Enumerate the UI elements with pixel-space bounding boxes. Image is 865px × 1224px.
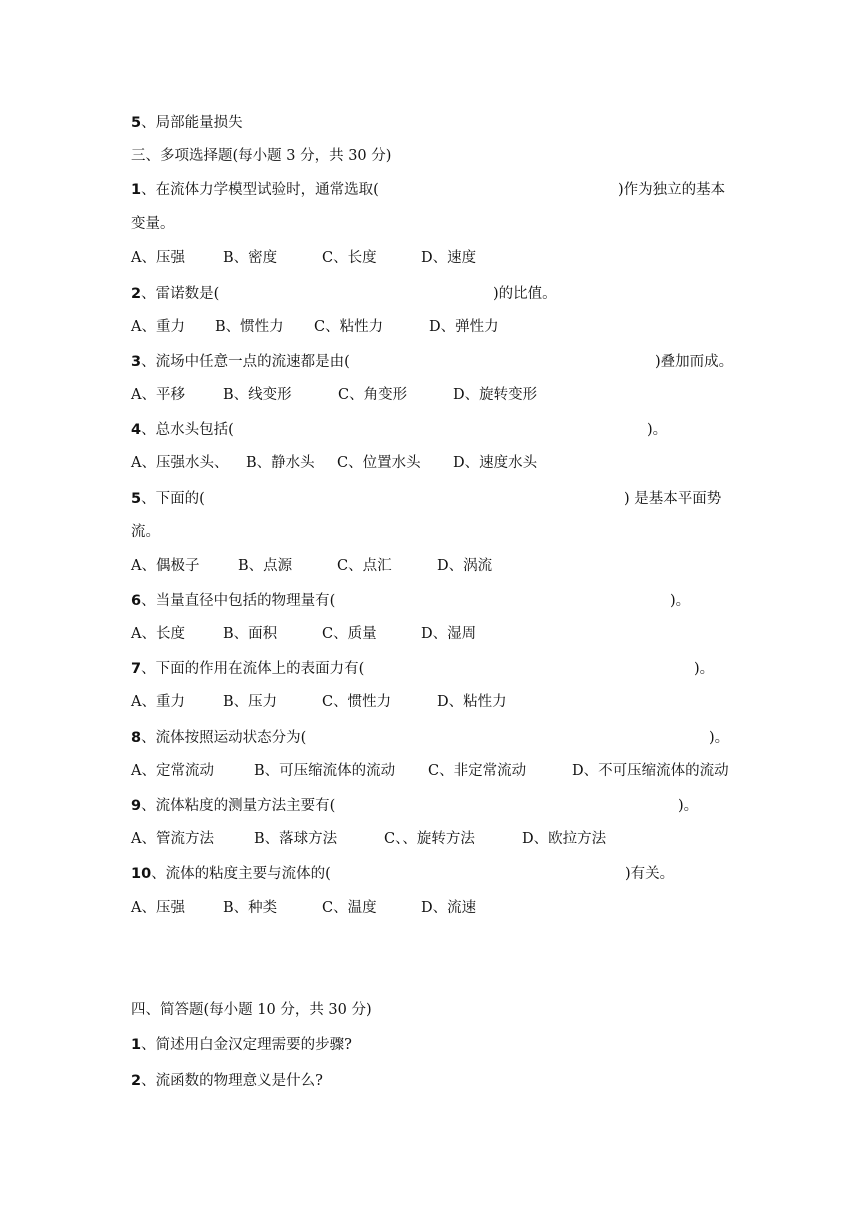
question-text: 、简述用白金汉定理需要的步骤? bbox=[141, 1037, 352, 1053]
section-3-heading: 三、多项选择题(每小题 3 分，共 30 分) bbox=[131, 148, 392, 164]
question-10-option-c: C、温度 bbox=[322, 900, 377, 916]
question-9-option-c: C、、旋转方法 bbox=[384, 831, 475, 847]
question-7-stem bbox=[131, 659, 364, 679]
question-8-blank-close: )。 bbox=[709, 730, 730, 746]
question-1-blank-close: )作为独立的基本 bbox=[618, 182, 726, 198]
question-7-option-a: A、重力 bbox=[131, 694, 185, 710]
question-number: 1 bbox=[131, 182, 142, 198]
question-number: 9 bbox=[131, 798, 142, 814]
question-text: 、雷诺数是( bbox=[141, 286, 220, 302]
question-text: 、流体的粘度主要与流体的( bbox=[151, 866, 331, 882]
item-number: 5 bbox=[131, 115, 142, 131]
question-number: 6 bbox=[131, 593, 142, 609]
question-4-stem bbox=[131, 420, 234, 440]
question-7-option-c: C、惯性力 bbox=[322, 694, 392, 710]
question-2-option-b: B、惯性力 bbox=[215, 319, 284, 335]
question-9-option-b: B、落球方法 bbox=[254, 831, 338, 847]
question-number: 5 bbox=[131, 491, 142, 507]
question-5-option-c: C、点汇 bbox=[337, 558, 392, 574]
question-5-option-a: A、偶极子 bbox=[131, 558, 200, 574]
question-text: 、在流体力学模型试验时，通常选取( bbox=[141, 182, 379, 198]
question-number: 8 bbox=[131, 730, 142, 746]
question-9-blank-close: )。 bbox=[678, 798, 699, 814]
question-9-option-a: A、管流方法 bbox=[131, 831, 214, 847]
question-number: 7 bbox=[131, 661, 142, 677]
question-9-option-d: D、欧拉方法 bbox=[522, 831, 607, 847]
short-answer-2 bbox=[131, 1071, 323, 1091]
question-3-option-a: A、平移 bbox=[131, 387, 185, 403]
question-1-option-a: A、压强 bbox=[131, 250, 185, 266]
question-number: 4 bbox=[131, 422, 142, 438]
question-1-option-d: D、速度 bbox=[421, 250, 477, 266]
question-6-blank-close: )。 bbox=[670, 593, 691, 609]
question-8-option-b: B、可压缩流体的流动 bbox=[254, 763, 396, 779]
question-10-blank-close: )有关。 bbox=[625, 866, 675, 882]
question-5-option-d: D、涡流 bbox=[437, 558, 493, 574]
question-5-stem bbox=[131, 489, 205, 509]
question-4-option-b: B、静水头 bbox=[246, 455, 315, 471]
question-3-stem bbox=[131, 352, 350, 372]
question-3-option-d: D、旋转变形 bbox=[453, 387, 538, 403]
question-text: 、流场中任意一点的流速都是由( bbox=[141, 354, 350, 370]
question-text: 、总水头包括( bbox=[141, 422, 234, 438]
prev-item-line bbox=[131, 113, 243, 133]
question-2-stem bbox=[131, 284, 219, 304]
question-number: 10 bbox=[131, 866, 152, 882]
question-6-stem bbox=[131, 591, 335, 611]
question-8-stem bbox=[131, 728, 306, 748]
question-3-option-b: B、线变形 bbox=[223, 387, 292, 403]
question-1-option-c: C、长度 bbox=[322, 250, 377, 266]
question-10-option-a: A、压强 bbox=[131, 900, 185, 916]
question-1-continuation: 变量。 bbox=[131, 216, 175, 232]
question-text: 、流体粘度的测量方法主要有( bbox=[141, 798, 336, 814]
question-7-blank-close: )。 bbox=[694, 661, 715, 677]
question-1-option-b: B、密度 bbox=[223, 250, 278, 266]
question-10-stem bbox=[131, 864, 331, 884]
question-4-option-a: A、压强水头、 bbox=[131, 455, 229, 471]
question-8-option-a: A、定常流动 bbox=[131, 763, 214, 779]
section-4-heading: 四、简答题(每小题 10 分，共 30 分) bbox=[131, 1002, 372, 1018]
question-6-option-a: A、长度 bbox=[131, 626, 185, 642]
question-7-option-b: B、压力 bbox=[223, 694, 278, 710]
question-number: 1 bbox=[131, 1037, 142, 1053]
question-2-option-c: C、粘性力 bbox=[314, 319, 384, 335]
question-5-blank-close: ) 是基本平面势 bbox=[624, 491, 722, 507]
question-5-option-b: B、点源 bbox=[238, 558, 293, 574]
question-number: 2 bbox=[131, 286, 142, 302]
question-8-option-c: C、非定常流动 bbox=[428, 763, 527, 779]
question-10-option-b: B、种类 bbox=[223, 900, 278, 916]
question-8-option-d: D、不可压缩流体的流动 bbox=[572, 763, 729, 779]
question-3-option-c: C、角变形 bbox=[338, 387, 408, 403]
question-2-option-a: A、重力 bbox=[131, 319, 185, 335]
question-number: 3 bbox=[131, 354, 142, 370]
item-text: 、局部能量损失 bbox=[141, 115, 243, 131]
question-4-option-c: C、位置水头 bbox=[337, 455, 421, 471]
question-9-stem bbox=[131, 796, 335, 816]
question-6-option-c: C、质量 bbox=[322, 626, 377, 642]
question-2-blank-close: )的比值。 bbox=[493, 286, 557, 302]
question-5-continuation: 流。 bbox=[131, 524, 160, 540]
question-number: 2 bbox=[131, 1073, 142, 1089]
question-10-option-d: D、流速 bbox=[421, 900, 477, 916]
question-4-blank-close: )。 bbox=[647, 422, 668, 438]
question-6-option-d: D、湿周 bbox=[421, 626, 477, 642]
question-2-option-d: D、弹性力 bbox=[429, 319, 499, 335]
question-6-option-b: B、面积 bbox=[223, 626, 278, 642]
short-answer-1 bbox=[131, 1035, 352, 1055]
question-1-stem bbox=[131, 180, 379, 200]
question-4-option-d: D、速度水头 bbox=[453, 455, 538, 471]
question-text: 、流函数的物理意义是什么? bbox=[141, 1073, 323, 1089]
question-text: 、下面的( bbox=[141, 491, 205, 507]
question-text: 、流体按照运动状态分为( bbox=[141, 730, 307, 746]
question-7-option-d: D、粘性力 bbox=[437, 694, 507, 710]
question-text: 、当量直径中包括的物理量有( bbox=[141, 593, 336, 609]
question-3-blank-close: )叠加而成。 bbox=[655, 354, 734, 370]
question-text: 、下面的作用在流体上的表面力有( bbox=[141, 661, 365, 677]
